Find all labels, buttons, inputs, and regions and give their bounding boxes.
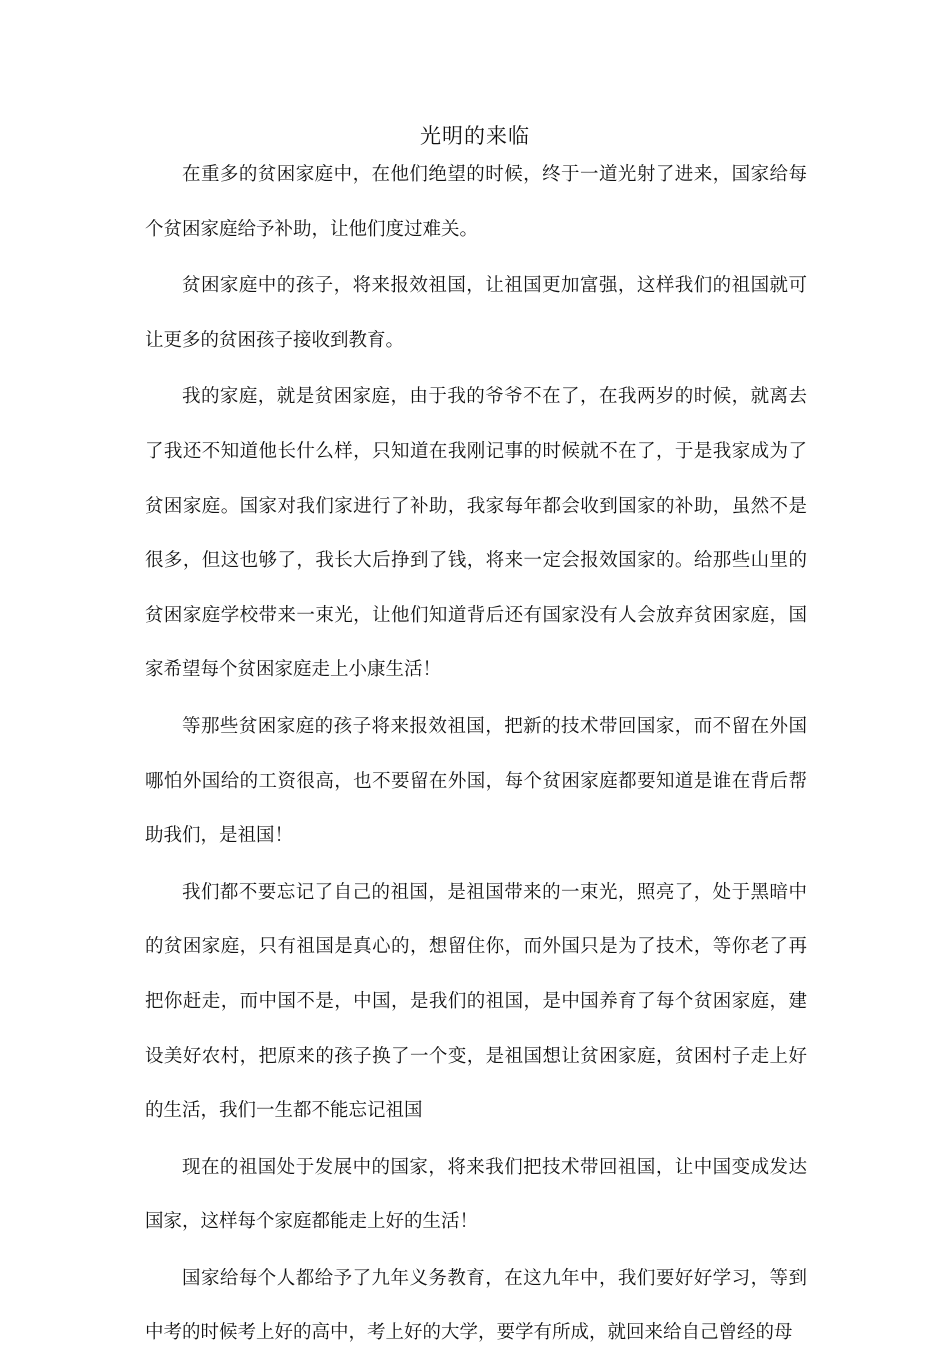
paragraph-7: 国家给每个人都给予了九年义务教育，在这九年中，我们要好好学习，等到中考的时候考上好的高中，考上好的大学，要学有所成，就回来给自己曾经的母	[145, 1267, 807, 1344]
paragraph-1: 在重多的贫困家庭中，在他们绝望的时候，终于一道光射了进来，国家给每个贫困家庭给予补助，让他们度过难关。	[145, 164, 807, 240]
paragraph-4: 等那些贫困家庭的孩子将来报效祖国，把新的技术带回国家，而不留在外国哪怕外国给的工资很高，也不要留在外国，每个贫困家庭都要知道是谁在背后帮助我们，是祖国！	[145, 715, 807, 847]
paragraph-5: 我们都不要忘记了自己的祖国，是祖国带来的一束光，照亮了，处于黑暗中的贫困家庭，只有祖国是真心的，想留住你，而外国只是为了技术，等你老了再把你赶走，而中国不是，中国，是我们的祖国，是中国养育了每个贫困家庭，建设美好农村，把原来的孩子换了一个变，是祖国想让贫困家庭，贫困村子走上好的生活，我们一生都不能忘记祖国	[145, 881, 807, 1122]
paragraph-2: 贫困家庭中的孩子，将来报效祖国，让祖国更加富强，这样我们的祖国就可让更多的贫困孩子接收到教育。	[145, 275, 807, 351]
document-title: 光明的来临	[420, 124, 530, 148]
document-body	[145, 148, 807, 1363]
paragraph-3: 我的家庭，就是贫困家庭，由于我的爷爷不在了，在我两岁的时候，就离去了我还不知道他长什么样，只知道在我刚记事的时候就不在了，于是我家成为了贫困家庭。国家对我们家进行了补助，我家每年都会收到国家的补助，虽然不是很多，但这也够了，我长大后挣到了钱，将来一定会报效国家的。给那些山里的贫困家庭学校带来一束光，让他们知道背后还有国家没有人会放弃贫困家庭，国家希望每个贫困家庭走上小康生活！	[145, 386, 807, 681]
paragraph-6: 现在的祖国处于发展中的国家，将来我们把技术带回祖国，让中国变成发达国家，这样每个家庭都能走上好的生活！	[145, 1156, 807, 1233]
